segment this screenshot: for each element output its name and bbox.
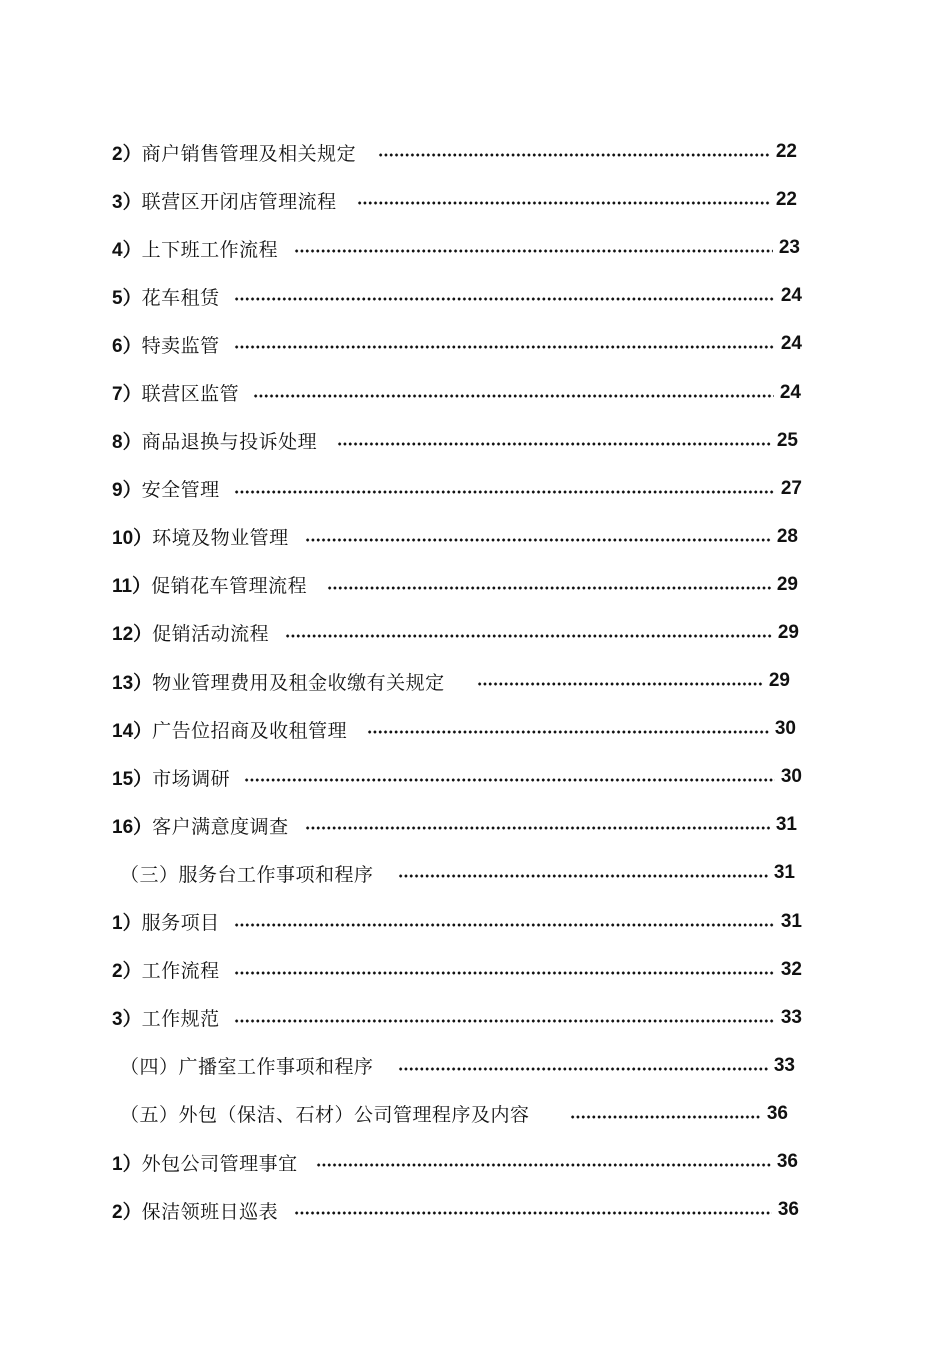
toc-entry-page-number: 36 xyxy=(766,1102,788,1124)
toc-entry[interactable] xyxy=(0,1186,950,1234)
toc-entry-number: 2） xyxy=(112,961,142,983)
toc-entry[interactable] xyxy=(0,513,950,561)
toc-entry-title: 促销花车管理流程 xyxy=(151,575,308,598)
toc-entry[interactable] xyxy=(0,224,950,272)
toc-entry-title: 物业管理费用及租金收缴有关规定 xyxy=(152,671,445,694)
toc-entry-title: 客户满意度调查 xyxy=(152,815,289,838)
dot-leader xyxy=(294,249,773,253)
toc-entry-number: 9） xyxy=(112,480,142,502)
toc-entry-title: 促销活动流程 xyxy=(152,623,270,646)
dot-leader xyxy=(327,586,771,590)
dot-leader xyxy=(337,442,771,446)
toc-entry-page-number: 36 xyxy=(776,1151,798,1173)
toc-entry-page-number: 32 xyxy=(780,958,802,980)
toc-entry-number: 16） xyxy=(112,816,153,838)
dot-leader xyxy=(244,778,775,782)
dot-leader xyxy=(253,394,774,398)
toc-entry-page-number: 29 xyxy=(768,670,790,692)
dot-leader xyxy=(398,874,768,878)
toc-entry-page-number: 33 xyxy=(773,1054,795,1076)
toc-entry-page-number: 29 xyxy=(777,621,799,643)
toc-entry-title: 环境及物业管理 xyxy=(152,527,289,550)
toc-entry-number: 5） xyxy=(112,287,142,309)
toc-entry[interactable] xyxy=(0,417,950,465)
toc-entry[interactable] xyxy=(0,1042,950,1090)
toc-entry-title: 上下班工作流程 xyxy=(141,238,279,261)
toc-entry-number: 11） xyxy=(112,576,152,598)
toc-entry-title: 广告位招商及收租管理 xyxy=(152,719,348,742)
toc-entry[interactable] xyxy=(0,801,950,849)
toc-entry-number: 14） xyxy=(112,720,153,742)
toc-entry-number: 13） xyxy=(112,672,153,694)
toc-entry-number: 1） xyxy=(112,1153,142,1175)
toc-entry-page-number: 31 xyxy=(775,814,797,836)
toc-entry-page-number: 27 xyxy=(780,477,802,499)
dot-leader xyxy=(234,923,775,927)
dot-leader xyxy=(234,971,775,975)
toc-entry-number: 4） xyxy=(112,239,142,261)
dot-leader xyxy=(378,153,770,157)
toc-entry-title: （四）广播室工作事项和程序 xyxy=(120,1056,374,1079)
toc-entry[interactable] xyxy=(0,609,950,657)
toc-entry-title: 花车租赁 xyxy=(141,286,220,309)
toc-entry-title: 市场调研 xyxy=(152,767,231,790)
dot-leader xyxy=(234,345,775,349)
dot-leader xyxy=(367,730,769,734)
dot-leader xyxy=(234,490,775,494)
toc-entry-title: 保洁领班日巡表 xyxy=(141,1200,279,1223)
toc-entry-page-number: 31 xyxy=(773,862,795,884)
toc-entry-page-number: 23 xyxy=(778,237,800,259)
toc-entry[interactable] xyxy=(0,1138,950,1186)
toc-entry-page-number: 29 xyxy=(776,573,798,595)
toc-entry-title: 服务项目 xyxy=(141,912,220,935)
dot-leader xyxy=(357,201,770,205)
toc-entry-page-number: 24 xyxy=(780,333,802,355)
toc-entry-page-number: 25 xyxy=(776,429,798,451)
toc-entry[interactable] xyxy=(0,176,950,224)
toc-entry[interactable] xyxy=(0,849,950,897)
toc-entry-title: 特卖监管 xyxy=(141,334,220,357)
dot-leader xyxy=(398,1067,768,1071)
toc-entry-number: 10） xyxy=(112,528,153,550)
toc-entry-page-number: 31 xyxy=(780,910,802,932)
toc-entry[interactable] xyxy=(0,898,950,946)
dot-leader xyxy=(477,682,763,686)
toc-entry-title: 商户销售管理及相关规定 xyxy=(141,142,357,165)
toc-entry-number: 3） xyxy=(112,1009,142,1031)
dot-leader xyxy=(294,1211,772,1215)
toc-entry-title: 商品退换与投诉处理 xyxy=(141,431,318,454)
toc-entry-number: 15） xyxy=(112,768,153,790)
dot-leader xyxy=(570,1115,761,1119)
toc-entry[interactable] xyxy=(0,272,950,320)
toc-entry-page-number: 24 xyxy=(780,285,802,307)
toc-entry-number: 8） xyxy=(112,432,142,454)
toc-entry-page-number: 22 xyxy=(775,141,797,163)
toc-entry-number: 2） xyxy=(112,143,142,165)
toc-entry[interactable] xyxy=(0,128,950,176)
toc-entry-number: 3） xyxy=(112,191,142,213)
toc-entry[interactable] xyxy=(0,946,950,994)
toc-entry-page-number: 33 xyxy=(780,1006,802,1028)
toc-entry-page-number: 22 xyxy=(775,189,797,211)
toc-entry-title: 外包公司管理事宜 xyxy=(141,1152,298,1175)
toc-entry[interactable] xyxy=(0,320,950,368)
toc-entry-page-number: 30 xyxy=(780,766,802,788)
toc-entry-number: 7） xyxy=(112,384,142,406)
dot-leader xyxy=(285,634,772,638)
toc-entry[interactable] xyxy=(0,465,950,513)
toc-entry-title: （三）服务台工作事项和程序 xyxy=(120,863,374,886)
toc-entry-number: 1） xyxy=(112,913,142,935)
dot-leader xyxy=(234,297,775,301)
toc-entry-title: （五）外包（保洁、石材）公司管理程序及内容 xyxy=(120,1104,530,1127)
toc-entry-page-number: 36 xyxy=(777,1199,799,1221)
dot-leader xyxy=(234,1019,775,1023)
table-of-contents xyxy=(0,128,950,1234)
toc-entry-title: 联营区开闭店管理流程 xyxy=(141,190,337,213)
dot-leader xyxy=(305,538,771,542)
toc-entry[interactable] xyxy=(0,657,950,705)
toc-entry-title: 安全管理 xyxy=(141,479,220,502)
toc-entry-page-number: 30 xyxy=(774,718,796,740)
toc-entry[interactable] xyxy=(0,368,950,416)
toc-entry-title: 工作规范 xyxy=(141,1008,220,1031)
toc-entry[interactable] xyxy=(0,705,950,753)
toc-entry-page-number: 28 xyxy=(776,525,798,547)
toc-entry[interactable] xyxy=(0,561,950,609)
toc-entry-number: 6） xyxy=(112,335,142,357)
toc-entry-number: 2） xyxy=(112,1201,142,1223)
dot-leader xyxy=(316,1163,771,1167)
toc-entry-page-number: 24 xyxy=(779,381,801,403)
toc-entry-title: 工作流程 xyxy=(141,960,220,983)
toc-entry[interactable] xyxy=(0,994,950,1042)
dot-leader xyxy=(305,826,770,830)
toc-entry[interactable] xyxy=(0,1090,950,1138)
toc-entry-title: 联营区监管 xyxy=(141,383,240,406)
toc-entry[interactable] xyxy=(0,753,950,801)
toc-entry-number: 12） xyxy=(112,624,153,646)
